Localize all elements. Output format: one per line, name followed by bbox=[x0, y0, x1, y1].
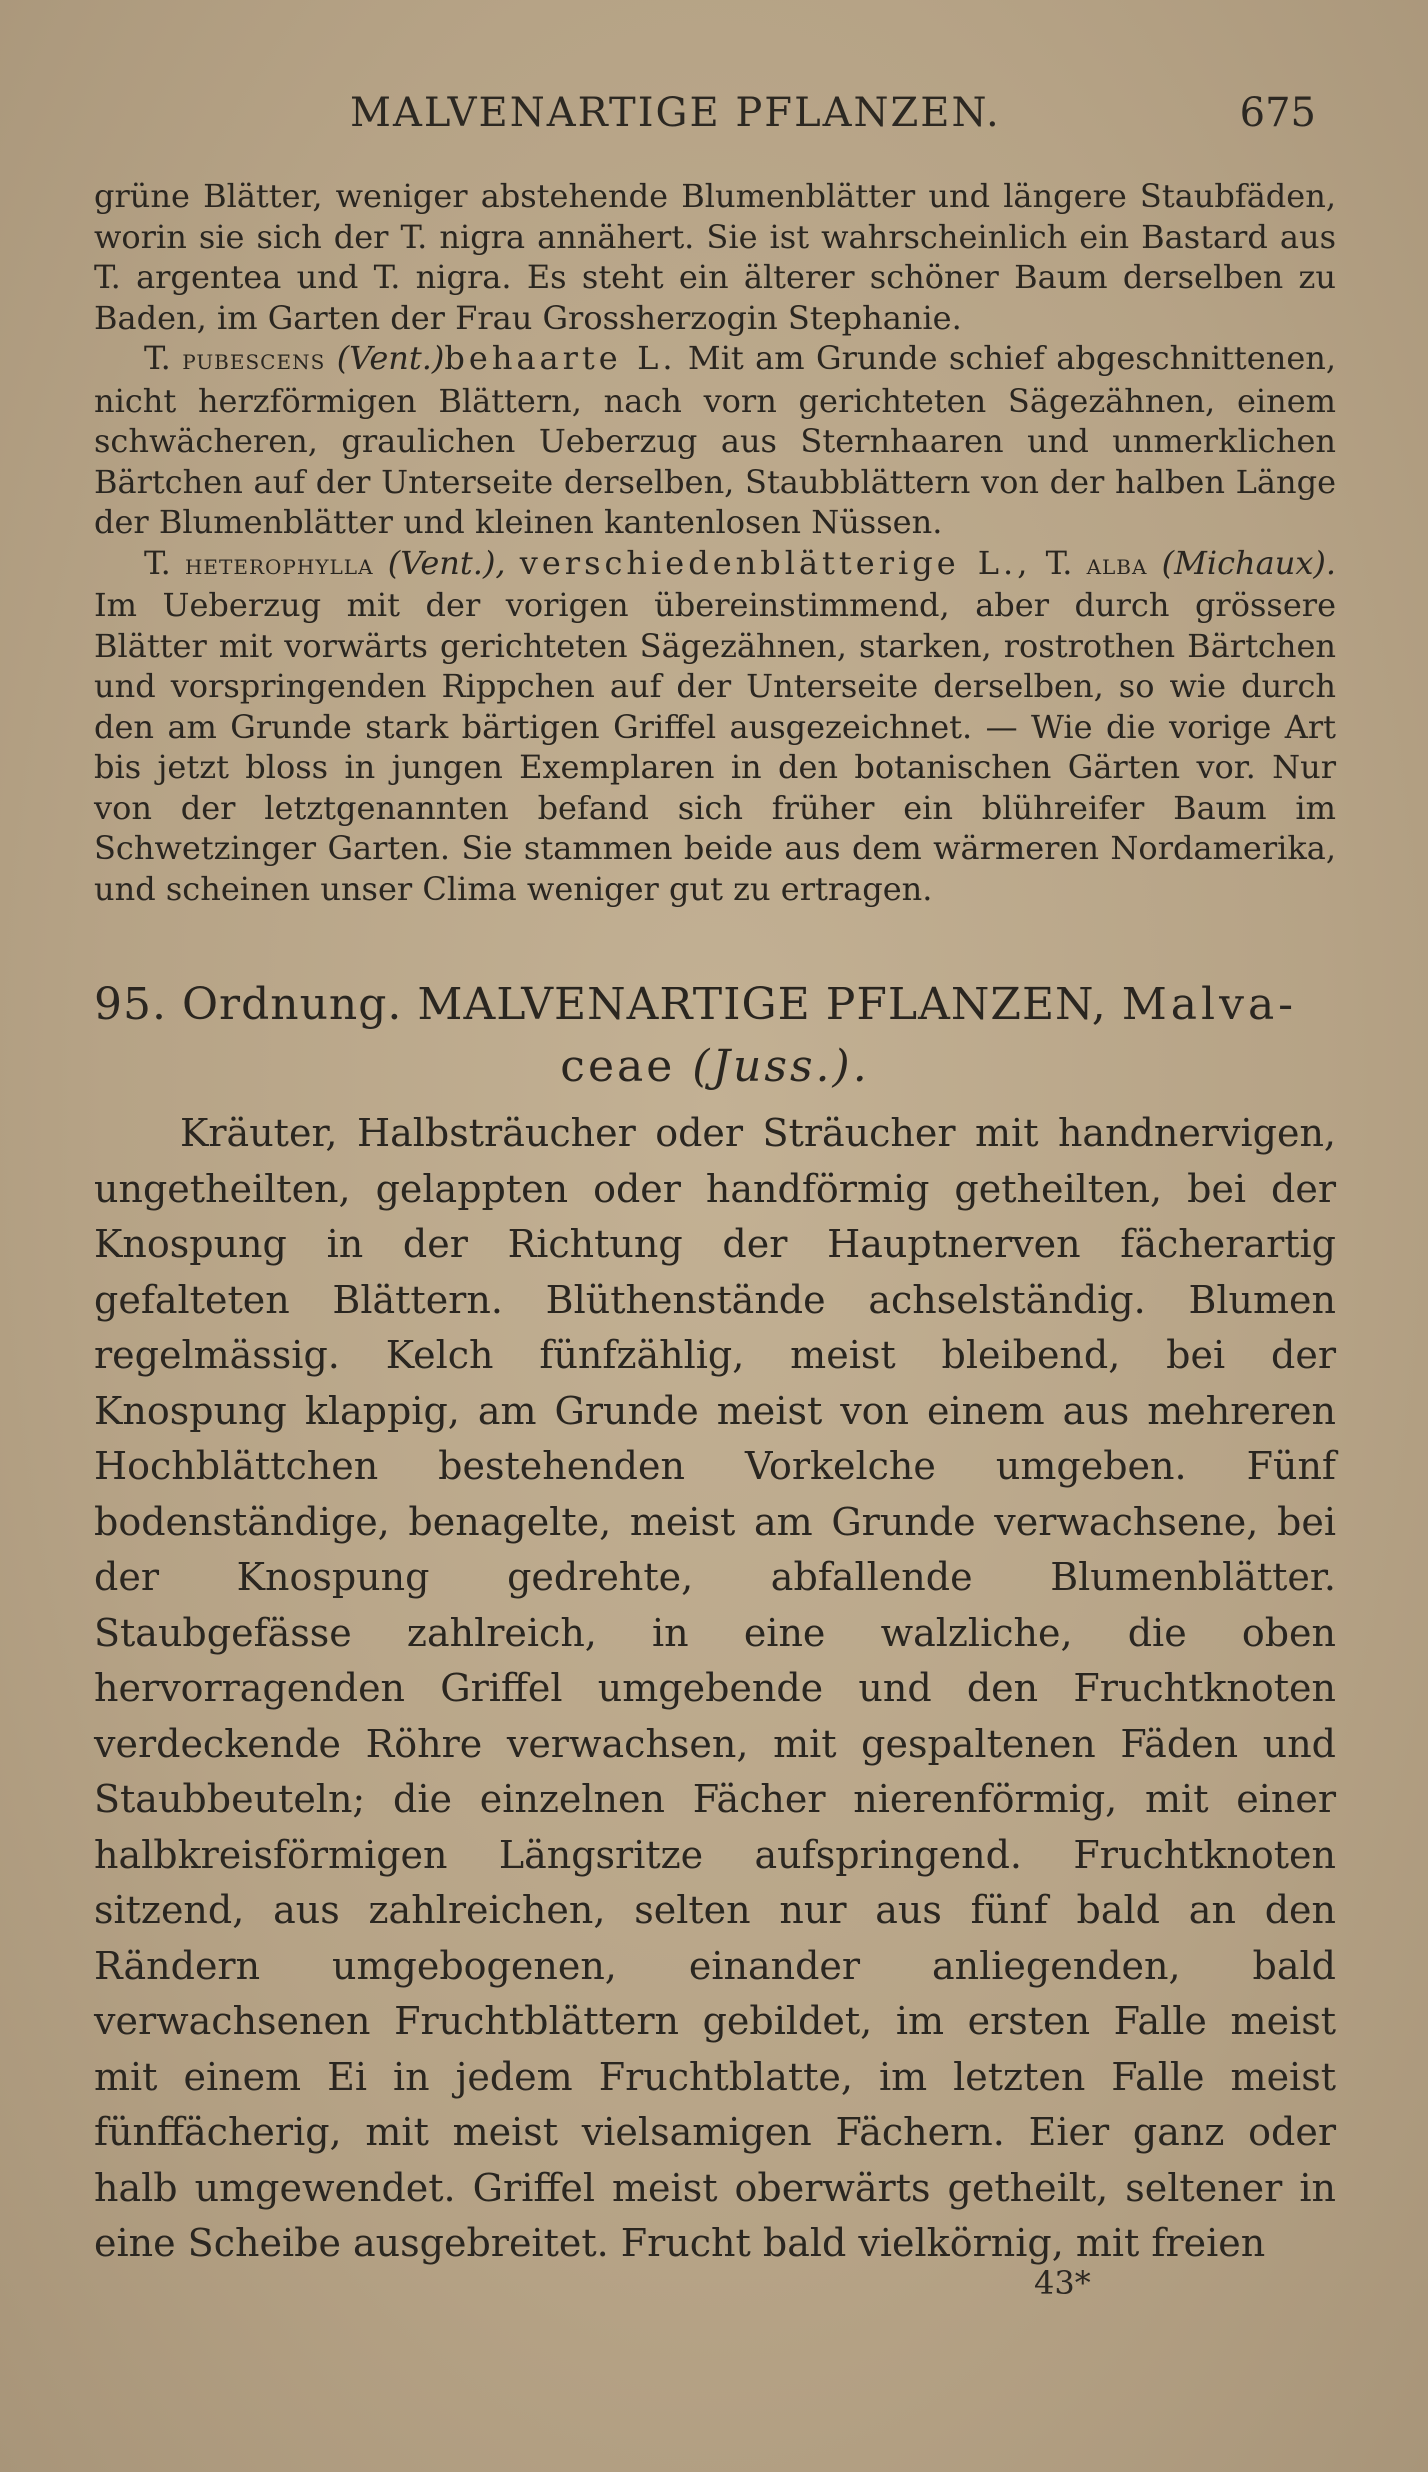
genus-abbrev: T. bbox=[144, 543, 171, 582]
order-description-section bbox=[94, 1106, 1336, 2272]
small-print-section bbox=[94, 176, 1336, 909]
species-author: (Vent.) bbox=[336, 339, 445, 377]
genus-abbrev: T. bbox=[144, 339, 171, 377]
order-latin-name: Malva- bbox=[1121, 979, 1298, 1030]
continuation-paragraph: grüne Blätter, weniger abstehende Blumenblätter und längere Staubfäden, worin sie sich der T. nigra annähert. Sie ist wahrscheinlich ein Bastard aus T. argentea und T. nigra. Es steht ein älterer schöner Baum derselben zu Baden, im Garten der Frau Grossherzogin Stephanie. bbox=[94, 177, 1336, 337]
order-latin-name-end: ceae bbox=[560, 1041, 676, 1092]
signature-mark: 43* bbox=[1034, 2264, 1091, 2302]
species-entry-heterophylla bbox=[94, 543, 1336, 910]
page-number: 675 bbox=[1239, 90, 1316, 136]
synonym-genus-abbrev: T. bbox=[1045, 543, 1073, 582]
species-entry-pubescens bbox=[94, 338, 1336, 543]
order-heading bbox=[94, 974, 1336, 1098]
species-description: Mit am Grunde schief abgeschnittenen, nicht herzförmigen Blättern, nach vorn gerichteten Sägezähnen, einem schwächeren, graulichen Ueberzug aus Sternhaaren und unmerklichen Bärtchen auf der Unterseite derselben, Staubblättern von der halben Länge der Blumenblätter und kleinen kantenlosen Nüssen. bbox=[94, 339, 1337, 541]
running-title: MALVENARTIGE PFLANZEN. bbox=[350, 90, 1001, 136]
synonym-author: (Michaux). bbox=[1161, 543, 1337, 582]
synonym-species-name: alba bbox=[1086, 547, 1148, 581]
common-name: behaarte L. bbox=[444, 339, 677, 377]
species-description: Im Ueberzug mit der vorigen übereinstimmend, aber durch grössere Blätter mit vorwärts gerichteten Sägezähnen, starken, rostrothen Bärtchen und vorspringenden Rippchen auf der Unterseite derselben, so wie durch den am Grunde stark bärtigen Griffel ausgezeichnet. — Wie die vorige Art bis jetzt bloss in jungen Exemplaren in den botanischen Gärten vor. Nur von der letztgenannten befand sich früher ein blühreifer Baum im Schwetzinger Garten. Sie stammen beide aus dem wärmeren Nordamerika, und scheinen unser Clima weniger gut zu ertragen. bbox=[94, 586, 1336, 908]
order-description: Kräuter, Halbsträucher oder Sträucher mit handnervigen, ungetheilten, gelappten oder handförmig getheilten, bei der Knospung in der Richtung der Hauptnerven fächerartig gefalteten Blättern. Blüthenstände achselständig. Blumen regelmässig. Kelch fünfzählig, meist bleibend, bei der Knospung klappig, am Grunde meist von einem aus mehreren Hochblättchen bestehenden Vorkelche umgeben. Fünf bodenständige, benagelte, meist am Grunde verwachsene, bei der Knospung gedrehte, abfallende Blumenblätter. Staubgefässe zahlreich, in eine walzliche, die oben hervorragenden Griffel umgebende und den Fruchtknoten verdeckende Röhre verwachsen, mit gespaltenen Fäden und Staubbeuteln; die einzelnen Fächer nierenförmig, mit einer halbkreisförmigen Längsritze aufspringend. Fruchtknoten sitzend, aus zahlreichen, selten nur aus fünf bald an den Rändern umgebogenen, einander anliegenden, bald verwachsenen Fruchtblättern gebildet, im ersten Falle meist mit einem Ei in jedem Fruchtblatte, im letzten Falle meist fünffächerig, mit meist vielsamigen Fächern. Eier ganz oder halb umgewendet. Griffel meist oberwärts getheilt, seltener in eine Scheibe ausgebreitet. Frucht bald vielkörnig, mit freien bbox=[94, 1111, 1336, 2265]
order-number: 95. Ordnung. bbox=[94, 979, 403, 1030]
common-name: verschiedenblätterige L., bbox=[519, 543, 1032, 582]
species-name: pubescens bbox=[182, 343, 326, 376]
order-heading-line2 bbox=[94, 1036, 1336, 1098]
species-author: (Vent.), bbox=[387, 543, 506, 582]
page-header bbox=[90, 80, 1338, 150]
species-name: heterophylla bbox=[184, 547, 374, 581]
order-author: (Juss.). bbox=[692, 1041, 870, 1092]
order-name: MALVENARTIGE PFLANZEN, bbox=[417, 979, 1107, 1030]
